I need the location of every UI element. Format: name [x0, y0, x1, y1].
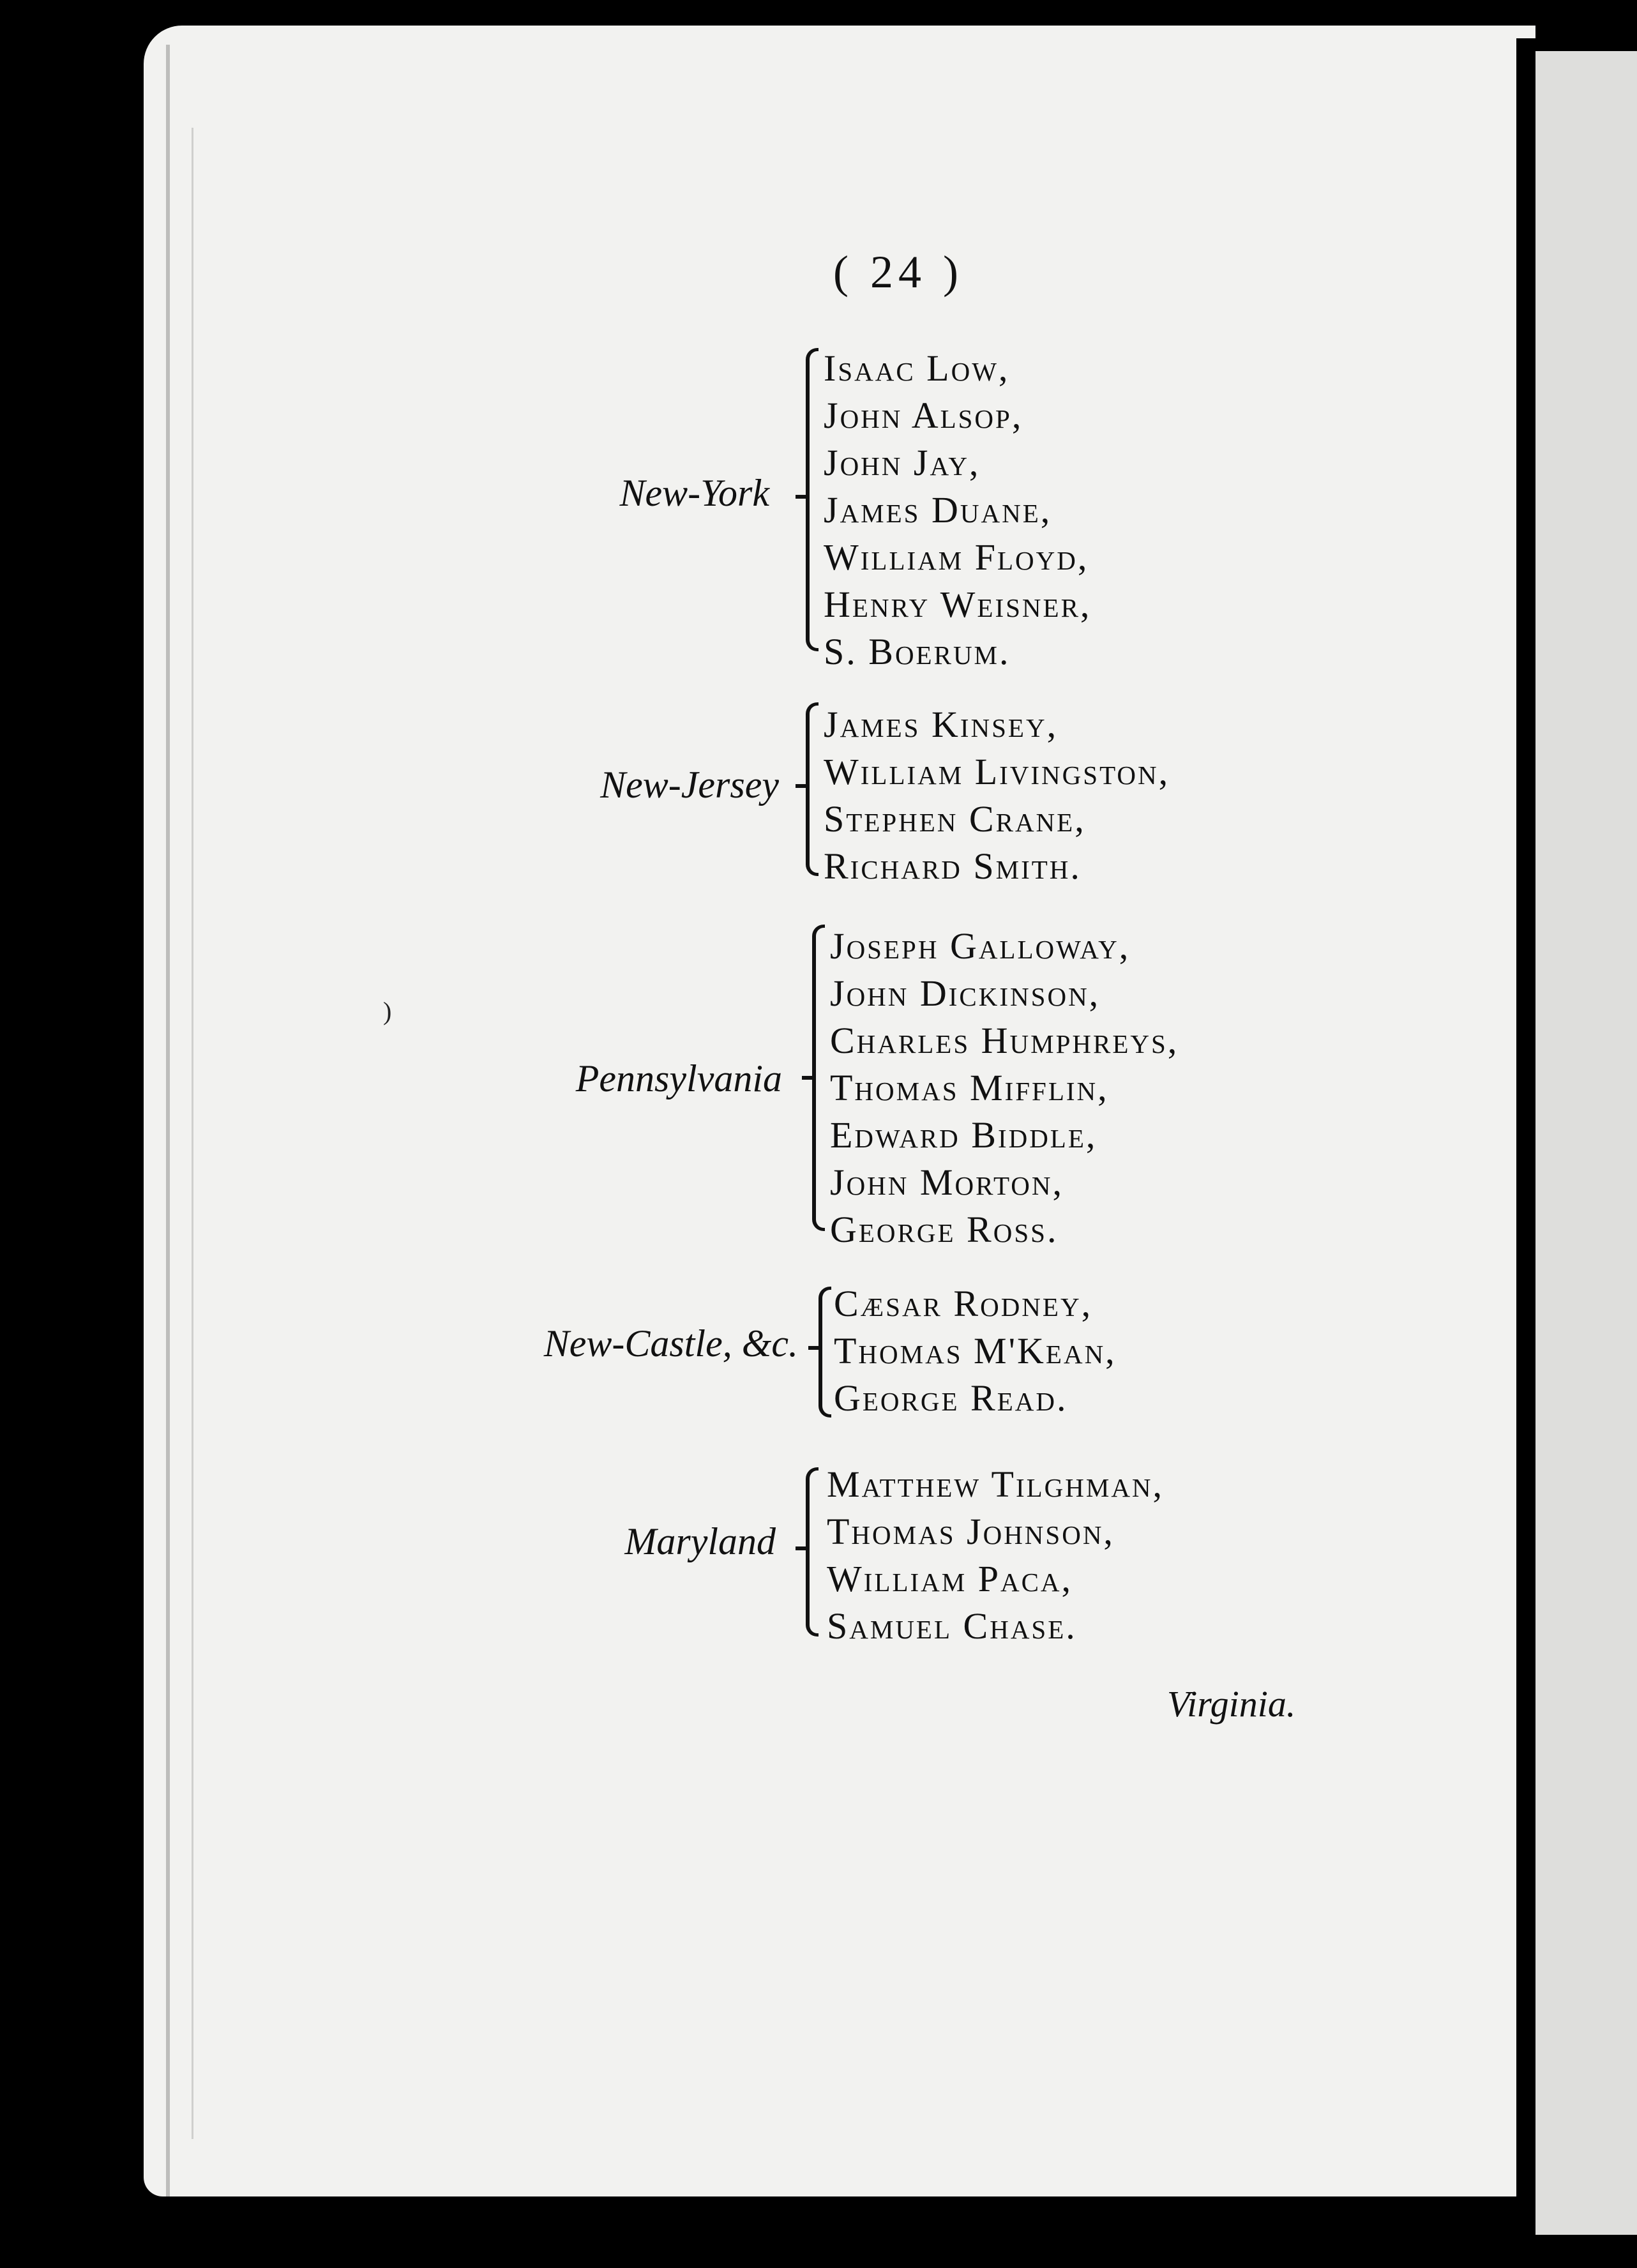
signer-name: William Livingston, [824, 751, 1170, 792]
signer-name: Joseph Galloway, [830, 925, 1131, 967]
signer-name: Thomas M'Kean, [834, 1330, 1117, 1372]
state-label: Pennsylvania [575, 1057, 782, 1100]
signer-name: John Dickinson, [830, 972, 1101, 1014]
signer-name: Stephen Crane, [824, 798, 1086, 840]
signer-name: Charles Humphreys, [830, 1020, 1179, 1061]
signer-name: S. Boerum. [824, 631, 1011, 672]
signer-name: Cæsar Rodney, [834, 1283, 1093, 1324]
signer-name: George Read. [834, 1377, 1068, 1419]
brace [812, 925, 825, 1231]
brace-point [802, 1076, 812, 1080]
brace-point [796, 784, 806, 788]
signer-list [834, 1280, 1117, 1422]
signer-name: William Paca, [827, 1558, 1073, 1599]
signer-name: Richard Smith. [824, 845, 1082, 887]
signer-name: Samuel Chase. [827, 1605, 1077, 1647]
signer-name: Thomas Johnson, [827, 1511, 1115, 1552]
signer-name: Edward Biddle, [830, 1114, 1098, 1156]
page-number: ( 24 ) [833, 246, 963, 298]
brace-point [808, 1346, 818, 1350]
state-label: New-Jersey [600, 764, 779, 806]
signer-list [827, 1461, 1164, 1650]
stray-ink-mark: ) [383, 997, 392, 1025]
brace-point [796, 495, 806, 499]
catchword: Virginia. [1167, 1683, 1296, 1725]
signer-list [830, 923, 1179, 1253]
signer-name: Isaac Low, [824, 347, 1010, 389]
state-label: Maryland [624, 1520, 776, 1562]
brace [806, 702, 818, 876]
brace-point [796, 1546, 806, 1550]
signer-name: John Jay, [824, 442, 981, 483]
signer-name: James Duane, [824, 489, 1052, 531]
state-label: New-York [619, 472, 769, 514]
signer-name: John Morton, [830, 1161, 1064, 1203]
brace [818, 1287, 831, 1418]
signer-name: John Alsop, [824, 395, 1023, 436]
signer-list [824, 701, 1170, 890]
signer-list [824, 345, 1091, 676]
book-spine [1516, 38, 1535, 2209]
signer-name: William Floyd, [824, 536, 1089, 578]
brace [806, 1467, 818, 1637]
signer-name: James Kinsey, [824, 704, 1059, 745]
signer-name: George Ross. [830, 1209, 1059, 1250]
signer-name: Thomas Mifflin, [830, 1067, 1109, 1108]
brace [806, 348, 818, 651]
signer-name: Matthew Tilghman, [827, 1463, 1165, 1505]
state-label: New-Castle, &c. [543, 1322, 798, 1365]
page-edge [166, 45, 170, 2196]
page-edge-inner [192, 128, 193, 2139]
facing-page-edge [1535, 51, 1637, 2235]
signer-name: Henry Weisner, [824, 584, 1092, 625]
